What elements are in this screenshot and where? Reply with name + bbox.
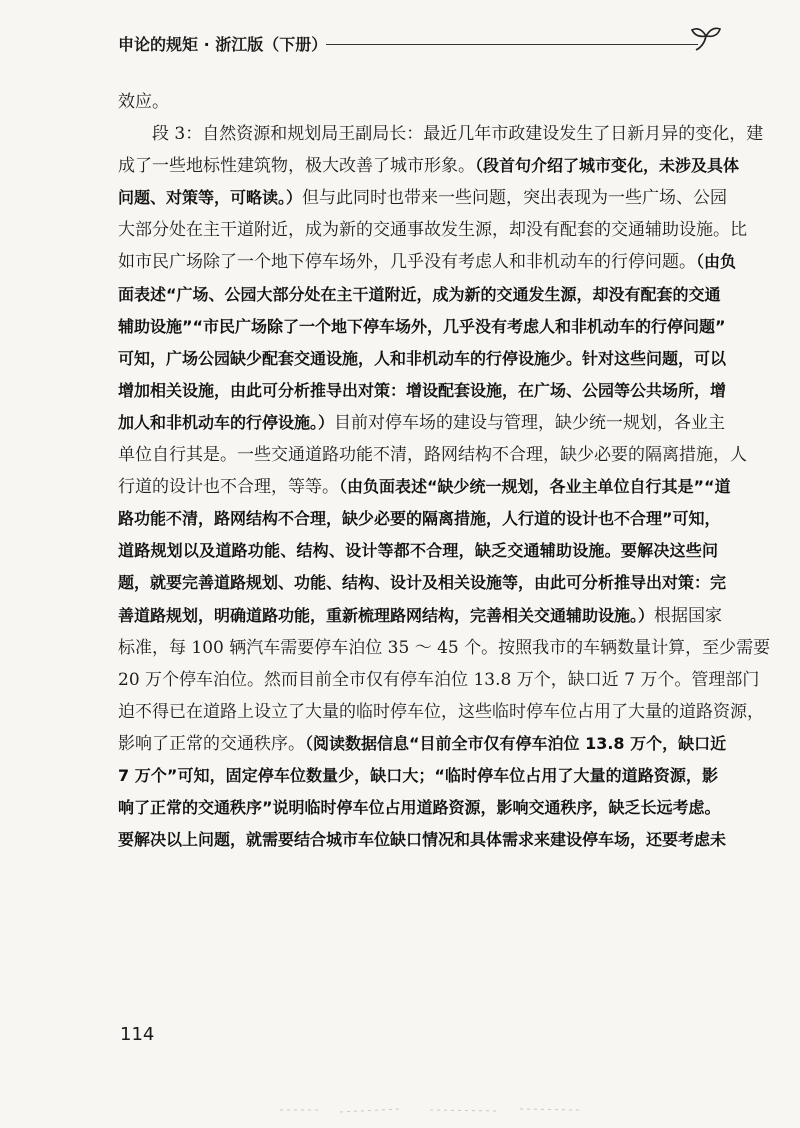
annotation-text: （由负 — [696, 252, 737, 272]
text-line — [118, 632, 771, 664]
source-text: 迫不得已在道路上设立了大量的临时停车位，这些临时停车位占用了大量的道路资源， — [118, 701, 764, 722]
annotation-text: 要解决以上问题，就需要结合城市车位缺口情况和具体需求来建设停车场，还要考虑未 — [118, 830, 727, 850]
source-text: 单位自行其是。一些交通道路功能不清，路网结构不合理，缺少必要的隔离措施，人 — [118, 445, 747, 466]
annotation-text: 问题、对策等，可略读。） — [118, 188, 303, 208]
source-text: 成了一些地标性建筑物，极大改善了城市形象。 — [118, 156, 475, 177]
source-text: 效应。 — [118, 92, 169, 112]
text-line — [118, 600, 723, 632]
text-line — [118, 375, 727, 407]
annotation-text: 题，就要完善道路规划、功能、结构、设计及相关设施等，由此可分析推导出对策：完 — [118, 573, 727, 593]
annotation-text: （阅读数据信息“目前全市仅有停车泊位 13.8 万个，缺口近 — [305, 733, 727, 753]
annotation-text: 增加相关设施，由此可分析推导出对策：增设配套设施，在广场、公园等公共场所，增 — [118, 380, 727, 400]
page-number: 114 — [120, 1024, 155, 1045]
annotation-text: （由负面表述“缺少统一规划，各业主单位自行其是”“道 — [339, 477, 731, 497]
text-line — [118, 567, 727, 599]
text-line — [118, 471, 731, 503]
annotation-text: 响了正常的交通秩序”说明临时停车位占用道路资源，影响交通秩序，缺乏长远考虑。 — [118, 798, 721, 818]
text-line — [118, 664, 760, 696]
source-text: 影响了正常的交通秩序。 — [118, 733, 305, 754]
annotation-text: （段首句介绍了城市变化，未涉及具体 — [475, 156, 740, 176]
text-line — [118, 503, 721, 535]
body-text — [118, 86, 771, 856]
text-line — [118, 439, 747, 471]
source-text: 标准，每 100 辆汽车需要停车泊位 35 ～ 45 个。按照我市的车辆数量计算，至少需要 — [118, 637, 771, 658]
text-line — [118, 279, 721, 311]
text-line — [118, 214, 747, 246]
header-rule — [326, 44, 698, 45]
text-line — [118, 407, 726, 439]
text-line — [118, 118, 764, 150]
text-line — [118, 760, 718, 792]
text-line — [118, 86, 718, 118]
text-line — [118, 535, 718, 567]
text-line — [118, 696, 764, 728]
text-line — [118, 824, 727, 856]
source-text: 目前对停车场的建设与管理，缺少统一规划，各业主 — [334, 412, 726, 433]
annotation-text: 可知，广场公园缺少配套交通设施，人和非机动车的行停设施少。针对这些问题，可以 — [118, 348, 727, 368]
annotation-text: 加人和非机动车的行停设施。） — [118, 412, 335, 432]
book-title: 申论的规矩 · 浙江版（下册） — [118, 35, 328, 54]
annotation-text: 路功能不清，路网结构不合理，缺少必要的隔离措施，人行道的设计也不合理”可知， — [118, 509, 721, 529]
text-line — [118, 246, 737, 278]
source-text: 大部分处在主干道附近，成为新的交通事故发生源，却没有配套的交通辅助设施。比 — [118, 220, 747, 241]
source-text: 如市民广场除了一个地下停车场外，几乎没有考虑人和非机动车的行停问题。 — [118, 252, 696, 273]
source-text: 段 3：自然资源和规划局王副局长：最近几年市政建设发生了日新月异的变化，建 — [152, 124, 764, 145]
annotation-text: 善道路规划，明确道路功能，重新梳理路网结构，完善相关交通辅助设施。） — [118, 605, 655, 625]
annotation-text: 道路规划以及道路功能、结构、设计等都不合理，缺乏交通辅助设施。要解决这些问 — [118, 541, 718, 561]
annotation-text: 面表述“广场、公园大部分处在主干道附近，成为新的交通发生源，却没有配套的交通 — [118, 284, 721, 304]
source-text: 但与此同时也带来一些问题，突出表现为一些广场、公园 — [302, 188, 728, 209]
text-line — [118, 728, 727, 760]
source-text: 根据国家 — [654, 605, 723, 626]
text-line — [118, 150, 740, 182]
running-header — [118, 24, 718, 60]
source-text: 20 万个停车泊位。然而目前全市仅有停车泊位 13.8 万个，缺口近 7 万个。管理部门 — [118, 669, 760, 690]
scan-artifact — [280, 1100, 580, 1120]
text-line — [118, 311, 726, 343]
source-text: 行道的设计也不合理，等等。 — [118, 477, 339, 498]
annotation-text: 7 万个”可知，固定停车位数量少，缺口大；“临时停车位占用了大量的道路资源，影 — [118, 765, 718, 785]
text-line — [118, 792, 721, 824]
sprout-icon — [686, 24, 722, 56]
text-line — [118, 182, 728, 214]
annotation-text: 辅助设施”“市民广场除了一个地下停车场外，几乎没有考虑人和非机动车的行停问题” — [118, 316, 726, 336]
text-line — [118, 343, 727, 375]
